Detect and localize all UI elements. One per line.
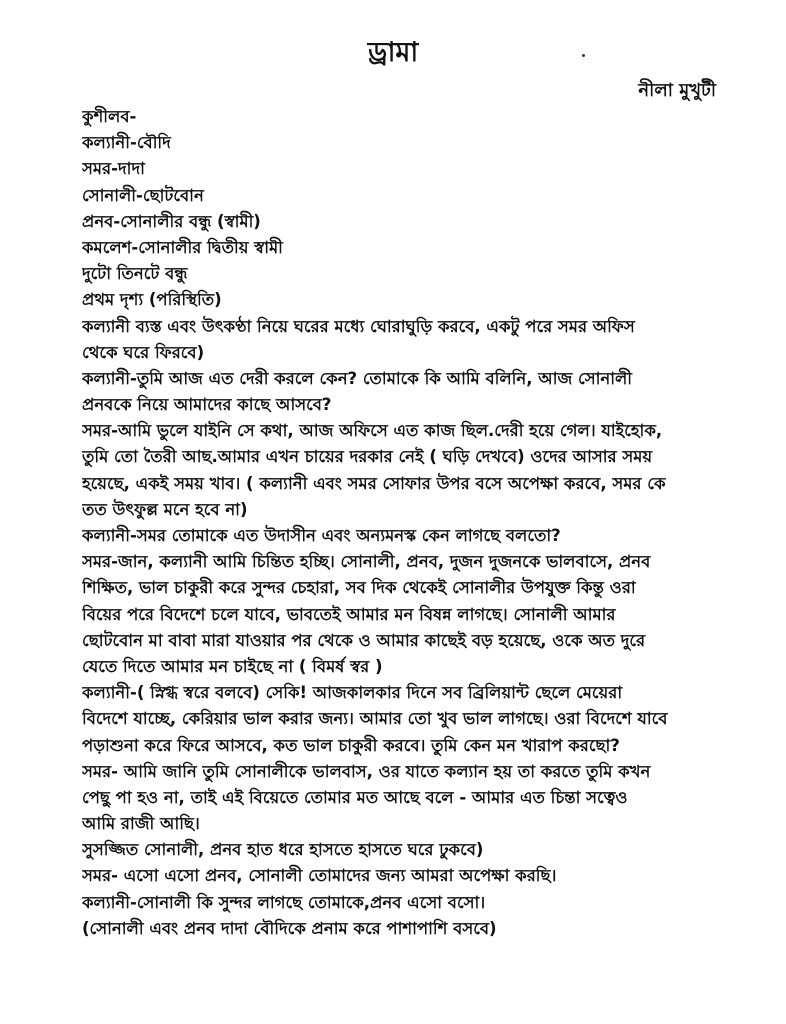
- script-line: (সোনালী এবং প্রনব দাদা বৌদিকে প্রনাম করে পাশাপাশি বসবে): [82, 918, 497, 938]
- script-line: প্রথম দৃশ্য (পরিস্থিতি): [82, 290, 222, 310]
- script-line: পেছু পা হও না, তাই এই বিয়েতে তোমার মত আছে বলে - আমার এত চিন্তা সত্বেও: [82, 787, 628, 807]
- author-name: নীলা মুখুটী: [638, 80, 716, 101]
- script-line: কল্যানী-সমর তোমাকে এত উদাসীন এবং অন্যমনস্ক কেন লাগছে বলতো?: [82, 526, 561, 545]
- script-line: বিয়ের পরে বিদেশে চলে যাবে, ভাবতেই আমার মন বিষন্ন লাগছে। সোনালী আমার: [82, 604, 616, 624]
- script-line: দুটো তিনটে বন্ধু: [82, 264, 188, 284]
- script-line: বিদেশে যাচ্ছে, কেরিয়ার ভাল করার জন্য। আমার তো খুব ভাল লাগছে। ওরা বিদেশে যাবে: [82, 709, 668, 729]
- script-line: কল্যানী-বৌদি: [82, 133, 171, 153]
- script-line: তুমি তো তৈরী আছ.আমার এখন চায়ের দরকার নেই ( ঘড়ি দেখবে) ওদের আসার সময়: [82, 447, 653, 467]
- script-line: কল্যানী-( স্নিগ্ধ স্বরে বলবে) সেকি! আজকালকার দিনে সব ব্রিলিয়ান্ট ছেলে মেয়েরা: [82, 683, 623, 703]
- script-line: সুসজ্জিত সোনালী, প্রনব হাত ধরে হাসতে হাসতে ঘরে ঢুকবে): [82, 840, 484, 860]
- script-line: সমর-আমি ভুলে যাইনি সে কথা, আজ অফিসে এত কাজ ছিল.দেরী হয়ে গেল। যাইহোক,: [82, 421, 663, 441]
- script-line: সমর- এসো এসো প্রনব, সোনালী তোমাদের জন্য আমরা অপেক্ষা করছি।: [82, 866, 557, 886]
- script-line: কল্যানী ব্যস্ত এবং উৎকণ্ঠা নিয়ে ঘরের মধ্যে ঘোরাঘুড়ি করবে, একটু পরে সমর অফিস: [82, 316, 635, 336]
- script-line: প্রনবকে নিয়ে আমাদের কাছে আসবে?: [82, 395, 332, 415]
- script-line: কমলেশ-সোনালীর দ্বিতীয় স্বামী: [82, 237, 283, 257]
- script-line: কল্যানী-সোনালী কি সুন্দর লাগছে তোমাকে,প্রনব এসো বসো।: [82, 892, 486, 912]
- script-line: কুশীলব-: [82, 107, 137, 126]
- script-line: থেকে ঘরে ফিরবে): [82, 342, 205, 362]
- script-line: সোনালী-ছোটবোন: [82, 185, 204, 205]
- script-line: আমি রাজী আছি।: [82, 814, 200, 834]
- script-line: ছোটবোন মা বাবা মারা যাওয়ার পর থেকে ও আমার কাছেই বড় হয়েছে, ওকে অত দুরে: [82, 630, 646, 650]
- script-line: সমর-দাদা: [82, 159, 145, 179]
- script-line: কল্যানী-তুমি আজ এত দেরী করলে কেন? তোমাকে কি আমি বলিনি, আজ সোনালী: [82, 368, 633, 388]
- script-line: প্রনব-সোনালীর বন্ধু (স্বামী): [82, 211, 261, 231]
- script-line: সমর- আমি জানি তুমি সোনালীকে ভালবাস, ওর যাতে কল্যান হয় তা করতে তুমি কখন: [82, 761, 651, 781]
- script-line: পড়াশুনা করে ফিরে আসবে, কত ভাল চাকুরী করবে। তুমি কেন মন খারাপ করছো?: [82, 735, 620, 755]
- document-title: ড্রামা: [367, 37, 419, 68]
- script-line: যেতে দিতে আমার মন চাইছে না ( বিমর্ষ স্বর ): [82, 656, 383, 676]
- script-line: হয়েছে, একই সময় খাব। ( কল্যানী এবং সমর সোফার উপর বসে অপেক্ষা করবে, সমর কে: [82, 473, 666, 493]
- script-line: সমর-জান, কল্যানী আমি চিন্তিত হচ্ছি। সোনালী, প্রনব, দুজন দুজনকে ভালবাসে, প্রনব: [82, 552, 651, 572]
- script-line: শিক্ষিত, ভাল চাকুরী করে সুন্দর চেহারা, সব দিক থেকেই সোনালীর উপযুক্ত কিন্তু ওরা: [82, 578, 636, 598]
- script-line: তত উৎফুল্ল মনে হবে না): [82, 499, 248, 519]
- scan-speck: [582, 54, 585, 57]
- script-body: [82, 104, 732, 942]
